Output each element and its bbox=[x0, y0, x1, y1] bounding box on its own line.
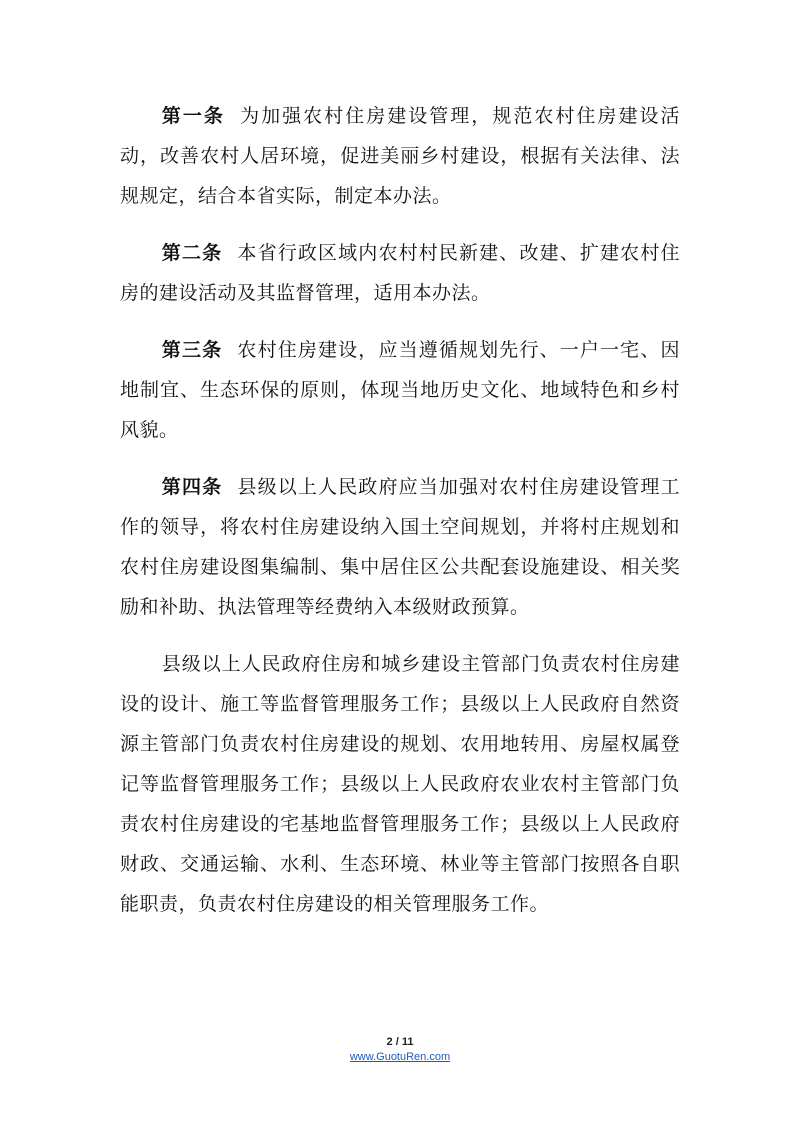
article-4-continuation-text: 县级以上人民政府住房和城乡建设主管部门负责农村住房建设的设计、施工等监督管理服务工作；县级以上人民政府自然资源主管部门负责农村住房建设的规划、农用地转用、房屋权属登记等监督管理服务工作；县级以上人民政府农业农村主管部门负责农村住房建设的宅基地监督管理服务工作；县级以上人民政府财政、交通运输、水利、生态环境、林业等主管部门按照各自职能职责，负责农村住房建设的相关管理服务工作。 bbox=[120, 653, 680, 915]
article-2-text: 本省行政区域内农村村民新建、改建、扩建农村住房的建设活动及其监督管理，适用本办法。 bbox=[120, 242, 680, 304]
article-1-heading: 第一条 bbox=[161, 105, 225, 127]
article-1-paragraph bbox=[120, 96, 680, 216]
website-link[interactable]: www.GuotuRen.com bbox=[349, 1051, 451, 1063]
article-2-heading: 第二条 bbox=[161, 242, 223, 264]
article-3-text: 农村住房建设，应当遵循规划先行、一户一宅、因地制宜、生态环保的原则，体现当地历史文化、地域特色和乡村风貌。 bbox=[120, 339, 680, 441]
article-4-text: 县级以上人民政府应当加强对农村住房建设管理工作的领导，将农村住房建设纳入国土空间规划，并将村庄规划和农村住房建设图集编制、集中居住区公共配套设施建设、相关奖励和补助、执法管理等经费纳入本级财政预算。 bbox=[120, 476, 680, 618]
article-4-heading: 第四条 bbox=[161, 476, 223, 498]
article-3-heading: 第三条 bbox=[161, 339, 223, 361]
document-body bbox=[120, 96, 680, 941]
article-1-text: 为加强农村住房建设管理，规范农村住房建设活动，改善农村人居环境，促进美丽乡村建设，根据有关法律、法规规定，结合本省实际，制定本办法。 bbox=[120, 105, 680, 207]
article-3-paragraph bbox=[120, 330, 680, 450]
article-2-paragraph bbox=[120, 233, 680, 313]
article-4-continuation-paragraph bbox=[120, 644, 680, 924]
article-4-paragraph bbox=[120, 467, 680, 627]
page-number: 2 / 11 bbox=[386, 1036, 414, 1048]
